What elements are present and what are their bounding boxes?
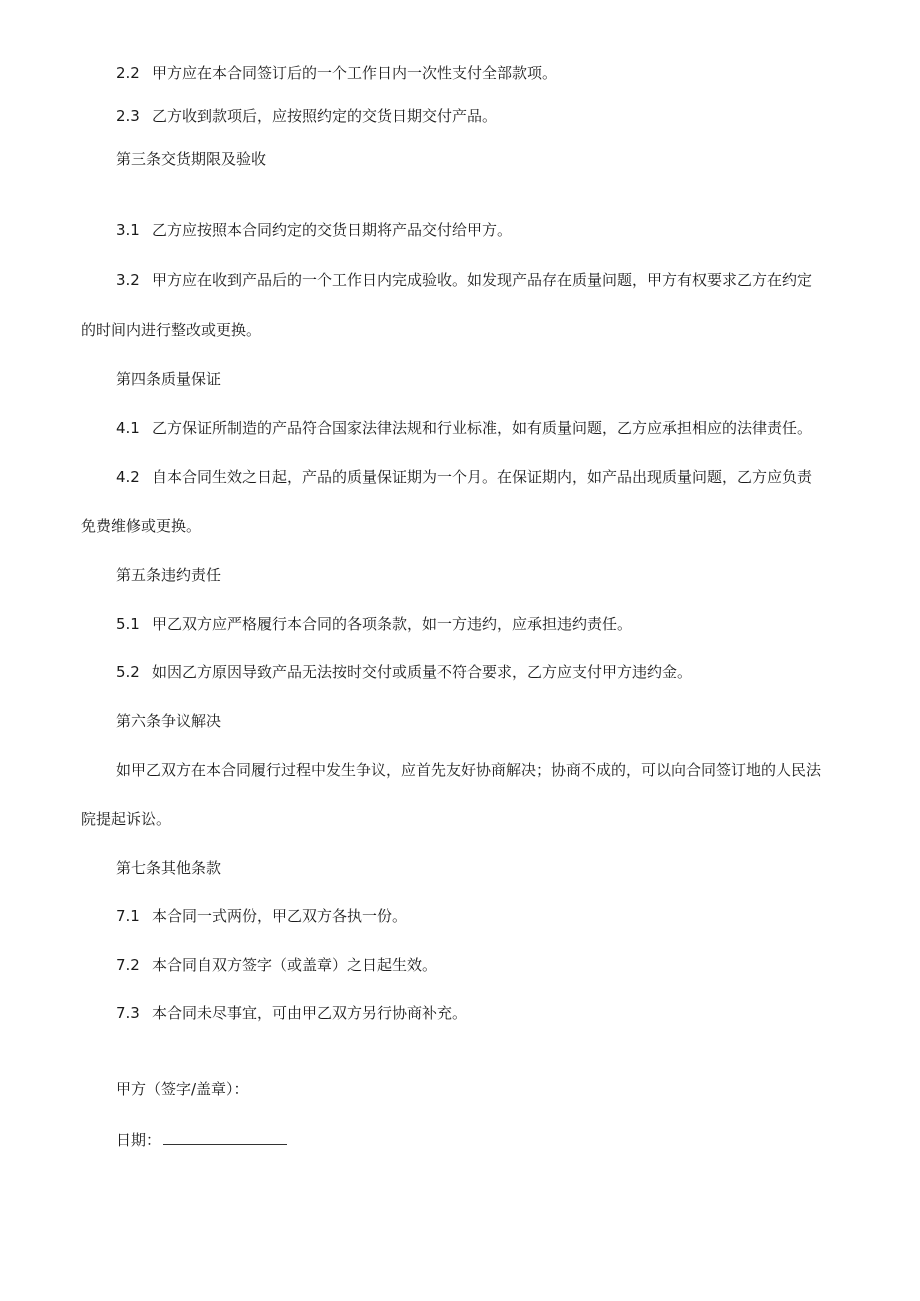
clause-text: 甲方应在收到产品后的一个工作日内完成验收。如发现产品存在质量问题，甲方有权要求乙方在约定 <box>152 271 813 289</box>
article-6-paragraph: 如甲乙双方在本合同履行过程中发生争议，应首先友好协商解决；协商不成的，可以向合同签订地的人民法 <box>116 761 822 779</box>
clause-number: 7.2 <box>116 956 140 974</box>
article-7-heading: 第七条其他条款 <box>116 859 222 877</box>
clause-number: 2.3 <box>116 107 140 125</box>
clause-4-2 <box>116 467 812 487</box>
clause-4-2-continuation: 免费维修或更换。 <box>81 517 202 535</box>
date-label: 日期： <box>116 1131 162 1149</box>
clause-2-2 <box>116 63 557 83</box>
clause-5-2 <box>116 662 692 682</box>
clause-7-1 <box>116 906 407 926</box>
signature-date <box>116 1128 287 1148</box>
clause-text: 乙方收到款项后，应按照约定的交货日期交付产品。 <box>152 107 498 125</box>
article-6-continuation: 院提起诉讼。 <box>81 810 172 828</box>
clause-number: 5.1 <box>116 615 140 633</box>
article-3-heading: 第三条交货期限及验收 <box>116 150 267 168</box>
clause-text: 甲方应在本合同签订后的一个工作日内一次性支付全部款项。 <box>152 64 558 82</box>
clause-text: 本合同未尽事宜，可由甲乙双方另行协商补充。 <box>152 1004 468 1022</box>
date-blank-line[interactable] <box>163 1128 287 1145</box>
clause-3-1 <box>116 220 512 240</box>
clause-2-3 <box>116 106 497 126</box>
clause-text: 乙方应按照本合同约定的交货日期将产品交付给甲方。 <box>152 221 513 239</box>
clause-7-3 <box>116 1003 467 1023</box>
clause-text: 甲乙双方应严格履行本合同的各项条款，如一方违约，应承担违约责任。 <box>152 615 633 633</box>
clause-number: 3.2 <box>116 271 140 289</box>
clause-4-1 <box>116 418 812 438</box>
clause-number: 2.2 <box>116 64 140 82</box>
clause-text: 本合同一式两份，甲乙双方各执一份。 <box>152 907 408 925</box>
clause-number: 3.1 <box>116 221 140 239</box>
article-5-heading: 第五条违约责任 <box>116 566 222 584</box>
clause-7-2 <box>116 955 437 975</box>
clause-text: 本合同自双方签字（或盖章）之日起生效。 <box>152 956 438 974</box>
clause-3-2 <box>116 270 812 290</box>
clause-number: 7.1 <box>116 907 140 925</box>
clause-number: 4.1 <box>116 419 140 437</box>
party-a-signature-label: 甲方（签字/盖章）： <box>116 1080 249 1098</box>
clause-3-2-continuation: 的时间内进行整改或更换。 <box>81 321 262 339</box>
clause-5-1 <box>116 614 632 634</box>
article-4-heading: 第四条质量保证 <box>116 370 222 388</box>
clause-text: 自本合同生效之日起，产品的质量保证期为一个月。在保证期内，如产品出现质量问题，乙方应负责 <box>152 468 813 486</box>
clause-number: 7.3 <box>116 1004 140 1022</box>
clause-text: 如因乙方原因导致产品无法按时交付或质量不符合要求，乙方应支付甲方违约金。 <box>152 663 693 681</box>
clause-text: 乙方保证所制造的产品符合国家法律法规和行业标准，如有质量问题，乙方应承担相应的法律责任。 <box>152 419 813 437</box>
clause-number: 4.2 <box>116 468 140 486</box>
clause-number: 5.2 <box>116 663 140 681</box>
article-6-heading: 第六条争议解决 <box>116 712 222 730</box>
